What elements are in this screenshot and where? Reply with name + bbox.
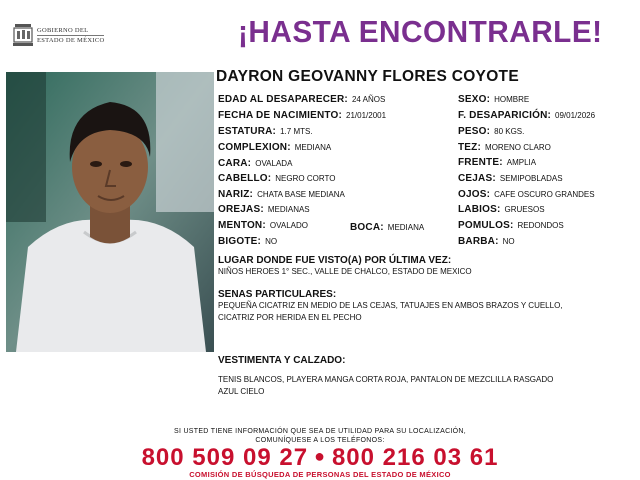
marks-title: SENAS PARTICULARES: bbox=[218, 289, 337, 300]
field-value: NEGRO CORTO bbox=[275, 174, 336, 183]
field-value: OVALADA bbox=[255, 159, 293, 168]
field-label: POMULOS: bbox=[458, 220, 514, 231]
logo-line1: GOBIERNO DEL bbox=[37, 27, 89, 34]
government-logo bbox=[12, 22, 122, 50]
clothing-title: VESTIMENTA Y CALZADO: bbox=[218, 355, 346, 366]
field-value: AMPLIA bbox=[506, 158, 537, 167]
field-label: OJOS: bbox=[458, 189, 491, 200]
clothing-line1: TENIS BLANCOS, PLAYERA MANGA CORTA ROJA, PANTALON DE MEZCLILLA RASGADO bbox=[218, 375, 554, 384]
marks-line1: PEQUEÑA CICATRIZ EN MEDIO DE LAS CEJAS, TATUAJES EN AMBOS BRAZOS Y CUELLO, bbox=[218, 301, 563, 310]
field-label: COMPLEXION: bbox=[218, 142, 291, 153]
field-cara bbox=[218, 158, 292, 169]
field-label: FECHA DE NACIMIENTO: bbox=[218, 110, 342, 121]
field-value: SEMIPOBLADAS bbox=[499, 174, 563, 183]
clothing-line2: AZUL CIELO bbox=[218, 387, 265, 396]
field-label: F. DESAPARICIÓN: bbox=[458, 110, 552, 121]
field-pomulos bbox=[458, 220, 564, 231]
field-tez bbox=[458, 142, 551, 153]
field-bigote bbox=[218, 236, 277, 247]
field-label: FRENTE: bbox=[458, 157, 503, 168]
field-complexion bbox=[218, 142, 331, 153]
field-label: BARBA: bbox=[458, 236, 499, 247]
field-value: MEDIANA bbox=[387, 223, 425, 232]
field-boca bbox=[350, 222, 424, 233]
field-label: OREJAS: bbox=[218, 204, 264, 215]
field-value: MEDIANAS bbox=[267, 205, 310, 214]
field-value: 21/01/2001 bbox=[346, 111, 387, 120]
contact-info-line1: SI USTED TIENE INFORMACIÓN QUE SEA DE UTILIDAD PARA SU LOCALIZACIÓN, bbox=[173, 428, 467, 435]
field-value: OVALADO bbox=[269, 221, 308, 230]
person-name: DAYRON GEOVANNY FLORES COYOTE bbox=[216, 68, 519, 85]
missing-person-photo bbox=[6, 72, 214, 352]
field-labios bbox=[458, 204, 545, 215]
field-cabello bbox=[218, 173, 335, 184]
field-peso bbox=[458, 126, 524, 137]
field-label: BIGOTE: bbox=[218, 236, 262, 247]
field-cejas bbox=[458, 173, 563, 184]
field-frente bbox=[458, 157, 536, 168]
field-menton bbox=[218, 220, 308, 231]
field-label: SEXO: bbox=[458, 94, 491, 105]
field-f-desaparicion bbox=[458, 110, 595, 121]
field-fecha-nacimiento bbox=[218, 110, 386, 121]
phone-numbers bbox=[0, 444, 640, 472]
field-value: CHATA BASE MEDIANA bbox=[257, 190, 345, 199]
field-value: NO bbox=[265, 237, 278, 246]
field-value: MEDIANA bbox=[294, 143, 332, 152]
field-value: 09/01/2026 bbox=[555, 111, 596, 120]
field-orejas bbox=[218, 204, 310, 215]
field-label: EDAD AL DESAPARECER: bbox=[218, 94, 348, 105]
field-label: NARIZ: bbox=[218, 189, 254, 200]
field-value: NO bbox=[502, 237, 515, 246]
state-seal-icon bbox=[12, 22, 34, 48]
commission-name: COMISIÓN DE BÚSQUEDA DE PERSONAS DEL ESTADO DE MÉXICO bbox=[189, 470, 451, 479]
field-sexo bbox=[458, 94, 529, 105]
logo-line2: ESTADO DE MÉXICO bbox=[37, 37, 105, 44]
field-value: GRUESOS bbox=[504, 205, 545, 214]
field-value: CAFE OSCURO GRANDES bbox=[494, 190, 595, 199]
field-estatura bbox=[218, 126, 313, 137]
field-value: REDONDOS bbox=[517, 221, 564, 230]
field-value: 24 AÑOS bbox=[351, 95, 386, 104]
field-barba bbox=[458, 236, 515, 247]
field-label: CEJAS: bbox=[458, 173, 496, 184]
headline: ¡HASTA ENCONTRARLE! bbox=[238, 14, 603, 49]
field-label: LABIOS: bbox=[458, 204, 501, 215]
field-label: CABELLO: bbox=[218, 173, 272, 184]
field-label: MENTON: bbox=[218, 220, 266, 231]
contact-info bbox=[0, 427, 640, 445]
field-ojos bbox=[458, 189, 595, 200]
field-nariz bbox=[218, 189, 345, 200]
field-label: BOCA: bbox=[350, 222, 384, 233]
field-edad bbox=[218, 94, 385, 105]
bullet-separator-icon: ● bbox=[314, 446, 326, 466]
last-seen-title: LUGAR DONDE FUE VISTO(A) POR ÚLTIMA VEZ: bbox=[218, 255, 452, 266]
phone-number-2[interactable]: 800 216 03 61 bbox=[331, 444, 499, 471]
field-label: PESO: bbox=[458, 126, 491, 137]
field-value: 80 KGS. bbox=[494, 127, 525, 136]
field-label: CARA: bbox=[218, 158, 252, 169]
phone-number-1[interactable]: 800 509 09 27 bbox=[141, 444, 309, 471]
person-photo-illustration bbox=[6, 72, 214, 352]
logo-text bbox=[37, 27, 104, 45]
marks-line2: CICATRIZ POR HERIDA EN EL PECHO bbox=[218, 313, 362, 322]
field-value: MORENO CLARO bbox=[485, 143, 551, 152]
field-value: HOMBRE bbox=[494, 95, 530, 104]
contact-info-line2: COMUNÍQUESE A LOS TELÉFONOS: bbox=[255, 437, 385, 444]
last-seen-text: NIÑOS HEROES 1° SEC., VALLE DE CHALCO, ESTADO DE MEXICO bbox=[218, 267, 472, 276]
field-label: TEZ: bbox=[458, 142, 482, 153]
field-label: ESTATURA: bbox=[218, 126, 277, 137]
field-value: 1.7 MTS. bbox=[280, 127, 313, 136]
